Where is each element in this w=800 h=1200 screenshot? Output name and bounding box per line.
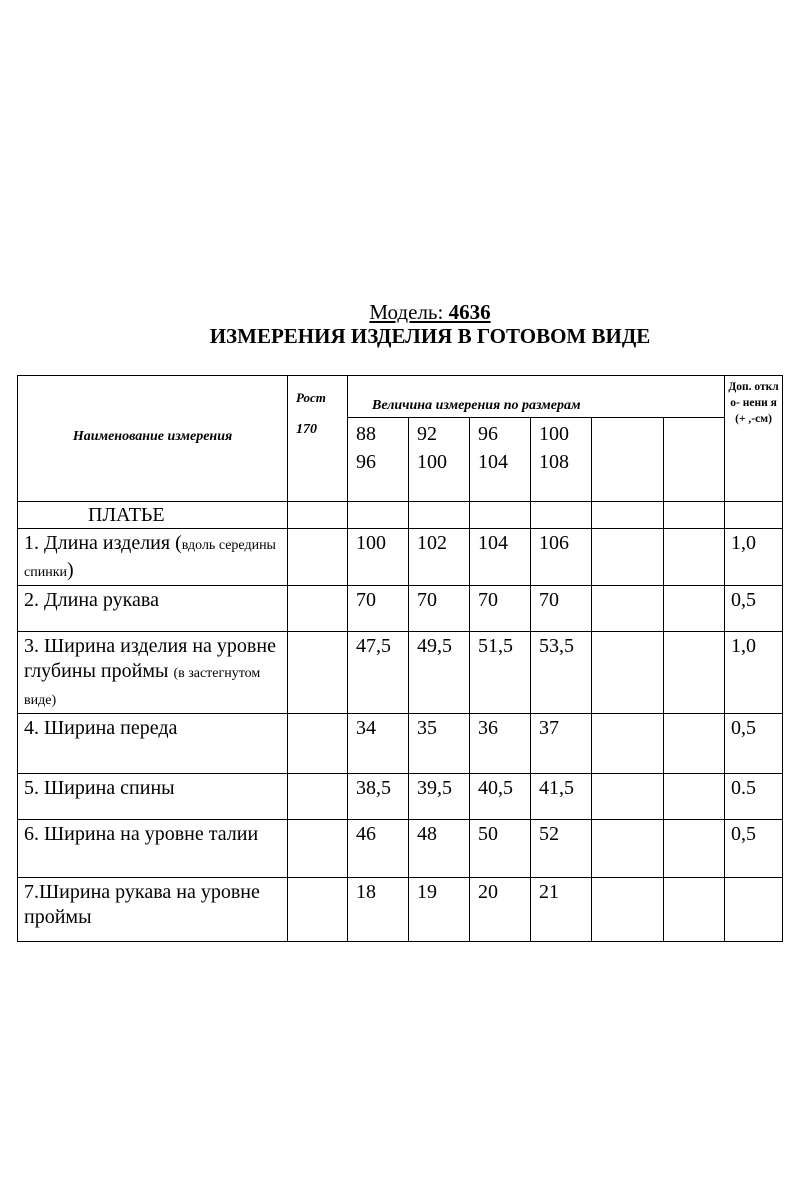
measurement-value: 70	[409, 586, 470, 632]
measurement-value: 48	[409, 820, 470, 878]
measurements-table	[17, 375, 783, 942]
empty-cell	[592, 529, 664, 586]
empty-cell	[725, 502, 783, 529]
measurement-value: 104	[470, 529, 531, 586]
size-top: 100	[539, 423, 569, 445]
measurement-value: 106	[531, 529, 592, 586]
measurement-value: 47,5	[348, 632, 409, 714]
deviation-value: 0.5	[725, 774, 783, 820]
empty-cell	[664, 502, 725, 529]
empty-cell	[592, 714, 664, 774]
size-top: 92	[417, 423, 437, 445]
header-deviation: Доп. откл о- нени я (+ ,-см)	[725, 376, 783, 502]
size-header-cell	[409, 418, 470, 502]
measurement-value: 18	[348, 878, 409, 942]
measurement-value: 53,5	[531, 632, 592, 714]
empty-cell	[664, 774, 725, 820]
deviation-value: 1,0	[725, 529, 783, 586]
size-bottom: 108	[539, 451, 569, 473]
measurement-value: 100	[348, 529, 409, 586]
header-measurement-name: Наименование измерения	[18, 376, 288, 502]
empty-cell	[592, 878, 664, 942]
size-bottom: 100	[417, 451, 447, 473]
measurement-name	[18, 529, 288, 586]
measurement-value: 70	[348, 586, 409, 632]
empty-cell	[664, 714, 725, 774]
measurement-value: 51,5	[470, 632, 531, 714]
empty-cell	[288, 714, 348, 774]
table-row	[18, 878, 783, 942]
empty-cell	[592, 820, 664, 878]
empty-cell	[592, 586, 664, 632]
measurement-value: 37	[531, 714, 592, 774]
size-bottom: 104	[478, 451, 508, 473]
measurement-value: 49,5	[409, 632, 470, 714]
measurement-value: 36	[470, 714, 531, 774]
measurement-value: 46	[348, 820, 409, 878]
size-header-cell	[470, 418, 531, 502]
measurement-value: 38,5	[348, 774, 409, 820]
empty-cell	[592, 774, 664, 820]
size-header-cell	[531, 418, 592, 502]
measurement-name-text: 6. Ширина на уровне талии	[24, 823, 259, 845]
measurement-name	[18, 878, 288, 942]
rost-label: Рост	[296, 390, 326, 405]
size-header-cell	[348, 418, 409, 502]
measurement-value: 41,5	[531, 774, 592, 820]
rost-value: 170	[296, 422, 317, 437]
measurement-name-text: 1. Длина изделия (	[24, 532, 182, 554]
model-number: 4636	[448, 300, 491, 324]
empty-cell	[288, 632, 348, 714]
empty-cell	[592, 418, 664, 502]
measurement-value: 20	[470, 878, 531, 942]
header-values-by-size: Величина измерения по размерам	[348, 376, 725, 418]
size-top: 88	[356, 423, 376, 445]
empty-cell	[470, 502, 531, 529]
measurement-name	[18, 714, 288, 774]
empty-cell	[348, 502, 409, 529]
measurement-value: 70	[531, 586, 592, 632]
deviation-value: 1,0	[725, 632, 783, 714]
measurement-name-text: 7.Ширина рукава на уровне проймы	[24, 881, 260, 928]
empty-cell	[288, 774, 348, 820]
empty-cell	[288, 502, 348, 529]
measurement-value: 70	[470, 586, 531, 632]
measurement-name	[18, 820, 288, 878]
measurement-value: 50	[470, 820, 531, 878]
header-rost	[288, 376, 348, 502]
model-line	[0, 300, 800, 325]
empty-cell	[664, 878, 725, 942]
empty-cell	[664, 586, 725, 632]
empty-cell	[592, 632, 664, 714]
empty-cell	[664, 529, 725, 586]
document-title: ИЗМЕРЕНИЯ ИЗДЕЛИЯ В ГОТОВОМ ВИДЕ	[209, 324, 651, 348]
measurement-value: 21	[531, 878, 592, 942]
size-top: 96	[478, 423, 498, 445]
measurement-name	[18, 586, 288, 632]
deviation-value	[725, 878, 783, 942]
deviation-value: 0,5	[725, 820, 783, 878]
measurement-value: 19	[409, 878, 470, 942]
empty-cell	[592, 502, 664, 529]
table-row	[18, 586, 783, 632]
model-label: Модель:	[369, 300, 449, 324]
measurement-note: вдоль середины спинки	[24, 538, 276, 580]
measurement-name-text: 2. Длина рукава	[24, 589, 159, 611]
measurement-value: 40,5	[470, 774, 531, 820]
empty-cell	[664, 632, 725, 714]
table-row	[18, 820, 783, 878]
empty-cell	[288, 586, 348, 632]
empty-cell	[531, 502, 592, 529]
empty-cell	[664, 418, 725, 502]
section-title: ПЛАТЬЕ	[18, 502, 288, 529]
table-row	[18, 714, 783, 774]
measurement-name-text: 5. Ширина спины	[24, 777, 175, 799]
measurement-name-tail: )	[66, 559, 74, 581]
measurement-value: 35	[409, 714, 470, 774]
measurement-name-text: 4. Ширина переда	[24, 717, 178, 739]
deviation-value: 0,5	[725, 714, 783, 774]
measurement-value: 102	[409, 529, 470, 586]
empty-cell	[288, 820, 348, 878]
measurement-value: 34	[348, 714, 409, 774]
measurement-name	[18, 632, 288, 714]
table-row	[18, 529, 783, 586]
measurement-value: 39,5	[409, 774, 470, 820]
table-row	[18, 632, 783, 714]
empty-cell	[409, 502, 470, 529]
size-bottom: 96	[356, 451, 376, 473]
empty-cell	[288, 529, 348, 586]
measurement-note: (в застегнутом виде)	[24, 666, 261, 708]
deviation-value: 0,5	[725, 586, 783, 632]
empty-cell	[288, 878, 348, 942]
measurement-name-text: 3. Ширина изделия на уровне глубины проймы	[24, 635, 276, 682]
table-row	[18, 774, 783, 820]
measurement-value: 52	[531, 820, 592, 878]
measurement-name	[18, 774, 288, 820]
empty-cell	[664, 820, 725, 878]
